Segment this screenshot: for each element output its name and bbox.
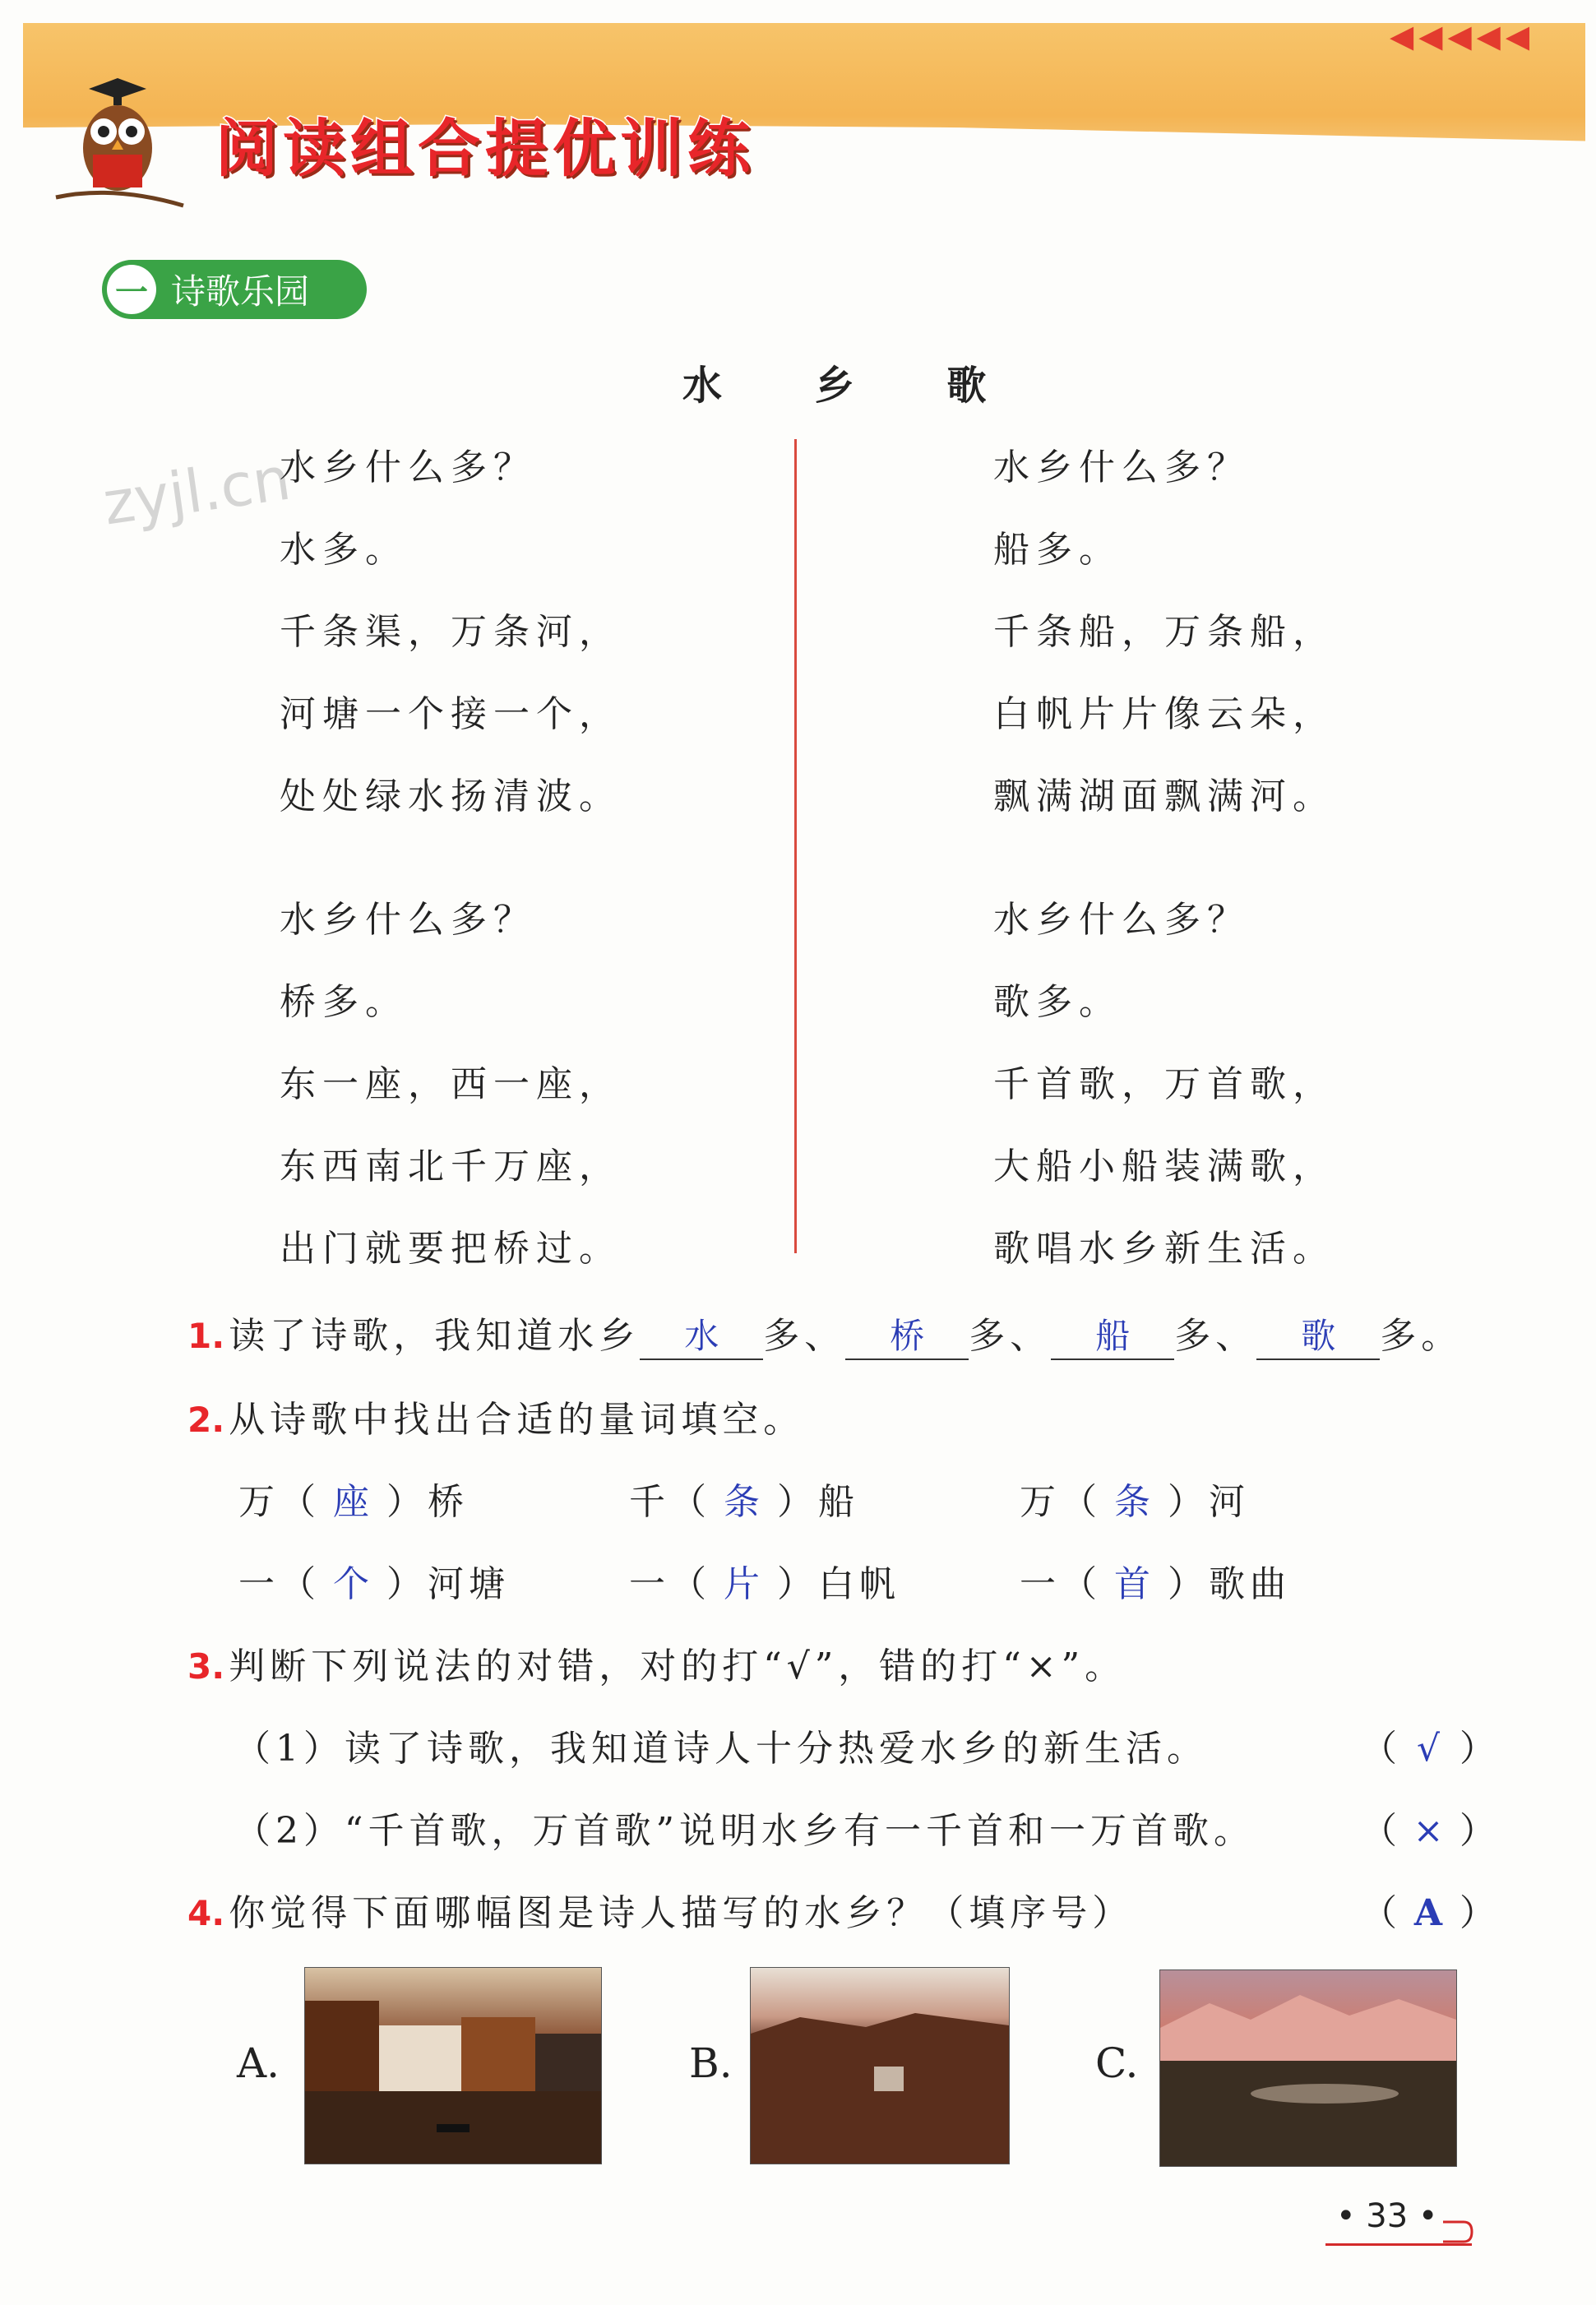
poem-line: 千首歌，万首歌， (993, 1063, 1335, 1105)
poem-line: 大船小船装满歌， (993, 1146, 1335, 1187)
judgement-statement: （2）“千首歌，万首歌”说明水乡有一千首和一万首歌。 (234, 1810, 1255, 1852)
item-suffix: ）歌曲 (1168, 1563, 1291, 1605)
answer-fill[interactable]: 座 (333, 1481, 374, 1523)
mountain-ruins-photo (750, 1967, 1010, 2164)
item-suffix: ）船 (777, 1481, 859, 1523)
answer-blank[interactable]: 桥 (845, 1309, 969, 1360)
item-prefix: 一（ (238, 1563, 321, 1605)
section-title: 诗歌乐园 (171, 271, 310, 312)
item-prefix: 万（ (238, 1481, 321, 1523)
poem-line: 水乡什么多？ (280, 899, 536, 941)
question-1 (187, 1306, 1462, 1360)
watermark: zyjl.cn (99, 443, 295, 539)
item-suffix: ）河 (1168, 1481, 1250, 1523)
q4-answer: （ A ） (1361, 1892, 1501, 1934)
poem-line: 歌唱水乡新生活。 (993, 1228, 1335, 1270)
poem-line: 东西南北千万座， (280, 1146, 622, 1187)
measure-word-item (1020, 1554, 1291, 1607)
stanza (280, 890, 622, 1301)
answer-blank[interactable]: 歌 (1256, 1309, 1380, 1360)
measure-word-item (629, 1472, 859, 1525)
stanza (993, 890, 1335, 1301)
item-suffix: ）白帆 (777, 1563, 900, 1605)
answer-fill[interactable]: 条 (1114, 1481, 1155, 1523)
question-text: 从诗歌中找出合适的量词填空。 (229, 1399, 805, 1441)
poem-line: 水多。 (280, 529, 408, 571)
poem-line: 水乡什么多？ (280, 447, 536, 488)
snow-mountain-photo (1159, 1969, 1457, 2167)
poem-line: 歌多。 (993, 981, 1122, 1023)
measure-word-item (629, 1554, 900, 1607)
item-suffix: ）河塘 (386, 1563, 510, 1605)
poem-line: 桥多。 (280, 981, 408, 1023)
page-number: • 33 • (1336, 2197, 1438, 2235)
poem-divider (794, 439, 797, 1253)
photo-label: C. (1095, 2039, 1139, 2087)
answer-fill[interactable]: 个 (333, 1563, 374, 1605)
question-4 (187, 1883, 1133, 1936)
poem-line: 千条渠，万条河， (280, 611, 622, 653)
question-3 (187, 1636, 1126, 1689)
item-prefix: 一（ (629, 1563, 711, 1605)
question-text: 多。 (1380, 1315, 1463, 1357)
measure-word-item (1020, 1472, 1250, 1525)
question-text: 多、 (763, 1315, 846, 1357)
item-prefix: 万（ (1020, 1481, 1102, 1523)
question-text: 判断下列说法的对错，对的打“√”，错的打“×”。 (229, 1645, 1126, 1687)
poem-line: 东一座，西一座， (280, 1063, 622, 1105)
item-suffix: ）桥 (386, 1481, 469, 1523)
answer-blank[interactable]: 水 (640, 1309, 763, 1360)
page-underline (1325, 2243, 1472, 2246)
poem-line: 飘满湖面飘满河。 (993, 775, 1335, 817)
arrow-decoration: ◀◀◀◀◀ (1390, 18, 1535, 54)
answer-fill[interactable]: A (1413, 1892, 1448, 1934)
owl-mascot-icon (48, 74, 187, 214)
answer-fill[interactable]: 条 (724, 1481, 765, 1523)
photo-label: A. (237, 2039, 280, 2087)
poem-line: 白帆片片像云朵， (993, 693, 1335, 735)
answer-fill[interactable]: √ (1416, 1728, 1446, 1770)
measure-word-item (238, 1472, 469, 1525)
answer-fill[interactable]: 片 (724, 1563, 765, 1605)
water-town-photo (304, 1967, 602, 2164)
answer-fill[interactable]: 首 (1114, 1563, 1155, 1605)
poem-line: 船多。 (993, 529, 1122, 571)
question-number: 2. (187, 1400, 225, 1440)
poem-line: 河塘一个接一个， (280, 693, 622, 735)
question-text: 你觉得下面哪幅图是诗人描写的水乡？（填序号） (229, 1892, 1134, 1934)
poem-line: 水乡什么多？ (993, 447, 1250, 488)
question-text: 多、 (969, 1315, 1052, 1357)
item-prefix: 千（ (629, 1481, 711, 1523)
section-number: 一 (107, 265, 156, 314)
judgement-statement: （1）读了诗歌，我知道诗人十分热爱水乡的新生活。 (234, 1728, 1208, 1770)
item-prefix: 一（ (1020, 1563, 1102, 1605)
question-number: 3. (187, 1646, 225, 1687)
poem-right-column (993, 437, 1335, 1301)
poem-line: 千条船，万条船， (993, 611, 1335, 653)
question-text: 读了诗歌，我知道水乡 (229, 1315, 641, 1357)
answer-blank[interactable]: 船 (1051, 1309, 1174, 1360)
poem-title: 水 乡 歌 (682, 363, 1026, 409)
answer-fill[interactable]: × (1413, 1810, 1449, 1852)
poem-line: 水乡什么多？ (993, 899, 1250, 941)
stanza (993, 437, 1335, 849)
section-label (102, 260, 367, 319)
measure-word-item (238, 1554, 510, 1607)
judgement-answer: （ × ） (1361, 1810, 1501, 1852)
question-number: 4. (187, 1893, 225, 1933)
judgement-answer: （ √ ） (1361, 1728, 1501, 1770)
question-text: 多、 (1174, 1315, 1257, 1357)
question-2 (187, 1390, 804, 1442)
stanza (280, 437, 622, 849)
page-corner-arrow-icon (1439, 2212, 1480, 2245)
photo-label: B. (689, 2039, 733, 2087)
poem-line: 出门就要把桥过。 (280, 1228, 622, 1270)
poem-left-column (280, 437, 622, 1301)
question-number: 1. (187, 1316, 225, 1356)
poem-line: 处处绿水扬清波。 (280, 775, 622, 817)
page-title: 阅读组合提优训练 (215, 112, 755, 185)
